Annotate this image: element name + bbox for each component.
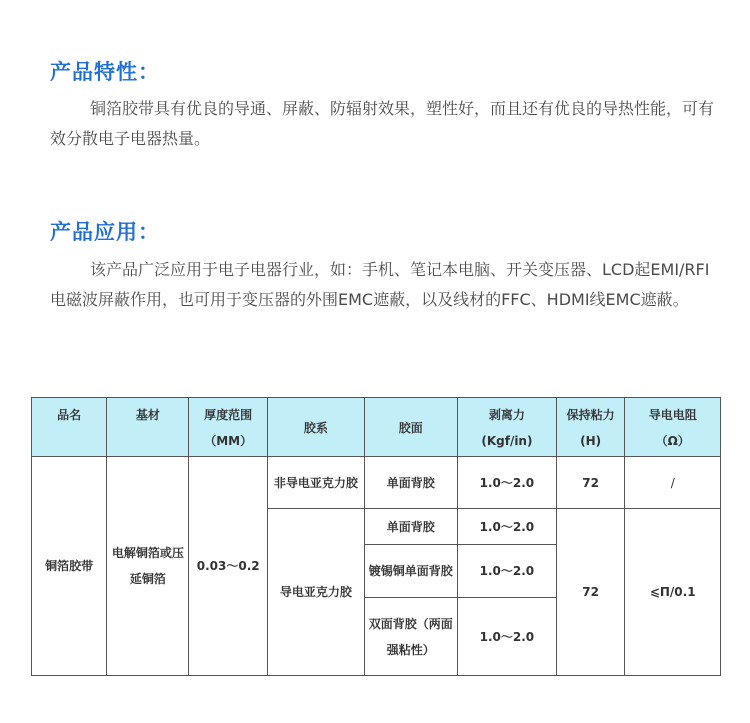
product-name-cell: 铜箔胶带 bbox=[32, 457, 107, 676]
header-face: 胶面 bbox=[364, 398, 457, 457]
thickness-cell: 0.03～0.2 bbox=[189, 457, 268, 676]
applications-paragraph bbox=[50, 255, 725, 315]
peel-cell: 1.0～2.0 bbox=[457, 457, 556, 509]
header-hold: 保持粘力 (H) bbox=[556, 398, 625, 457]
face-cell: 单面背胶 bbox=[364, 457, 457, 509]
features-heading: 产品特性： bbox=[50, 60, 160, 84]
peel-cell: 1.0～2.0 bbox=[457, 509, 556, 545]
features-paragraph bbox=[50, 94, 725, 154]
features-text: 铜箔胶带具有优良的导通、屏蔽、防辐射效果，塑性好，而且还有优良的导热性能，可有效分散电子电器热量。 bbox=[50, 99, 715, 148]
peel-cell: 1.0～2.0 bbox=[457, 598, 556, 676]
face-cell: 双面背胶（两面强粘性） bbox=[364, 598, 457, 676]
resistance-cell: / bbox=[625, 457, 721, 509]
header-thickness: 厚度范围 （MM） bbox=[189, 398, 268, 457]
face-cell: 单面背胶 bbox=[364, 509, 457, 545]
resistance-cell: ⩽Π/0.1 bbox=[625, 509, 721, 676]
table-row bbox=[32, 457, 721, 509]
glue-cell: 导电亚克力胶 bbox=[268, 509, 365, 676]
hold-cell: 72 bbox=[556, 509, 625, 676]
header-name: 品名 bbox=[32, 398, 107, 457]
glue-cell: 非导电亚克力胶 bbox=[268, 457, 365, 509]
header-base: 基材 bbox=[107, 398, 189, 457]
base-material-cell: 电解铜箔或压延铜箔 bbox=[107, 457, 189, 676]
applications-text: 该产品广泛应用于电子电器行业，如：手机、笔记本电脑、开关变压器、LCD起EMI/RFI电磁波屏蔽作用，也可用于变压器的外围EMC遮蔽，以及线材的FFC、HDMI线EMC遮蔽。 bbox=[50, 260, 710, 309]
header-peel: 剥离力 (Kgf/in) bbox=[457, 398, 556, 457]
table-header-row bbox=[32, 398, 721, 457]
header-resistance: 导电电阻 （Ω） bbox=[625, 398, 721, 457]
applications-heading: 产品应用： bbox=[50, 220, 160, 244]
header-glue: 胶系 bbox=[268, 398, 365, 457]
spec-table bbox=[31, 397, 721, 676]
peel-cell: 1.0～2.0 bbox=[457, 545, 556, 598]
hold-cell: 72 bbox=[556, 457, 625, 509]
face-cell: 镀锡铜单面背胶 bbox=[364, 545, 457, 598]
